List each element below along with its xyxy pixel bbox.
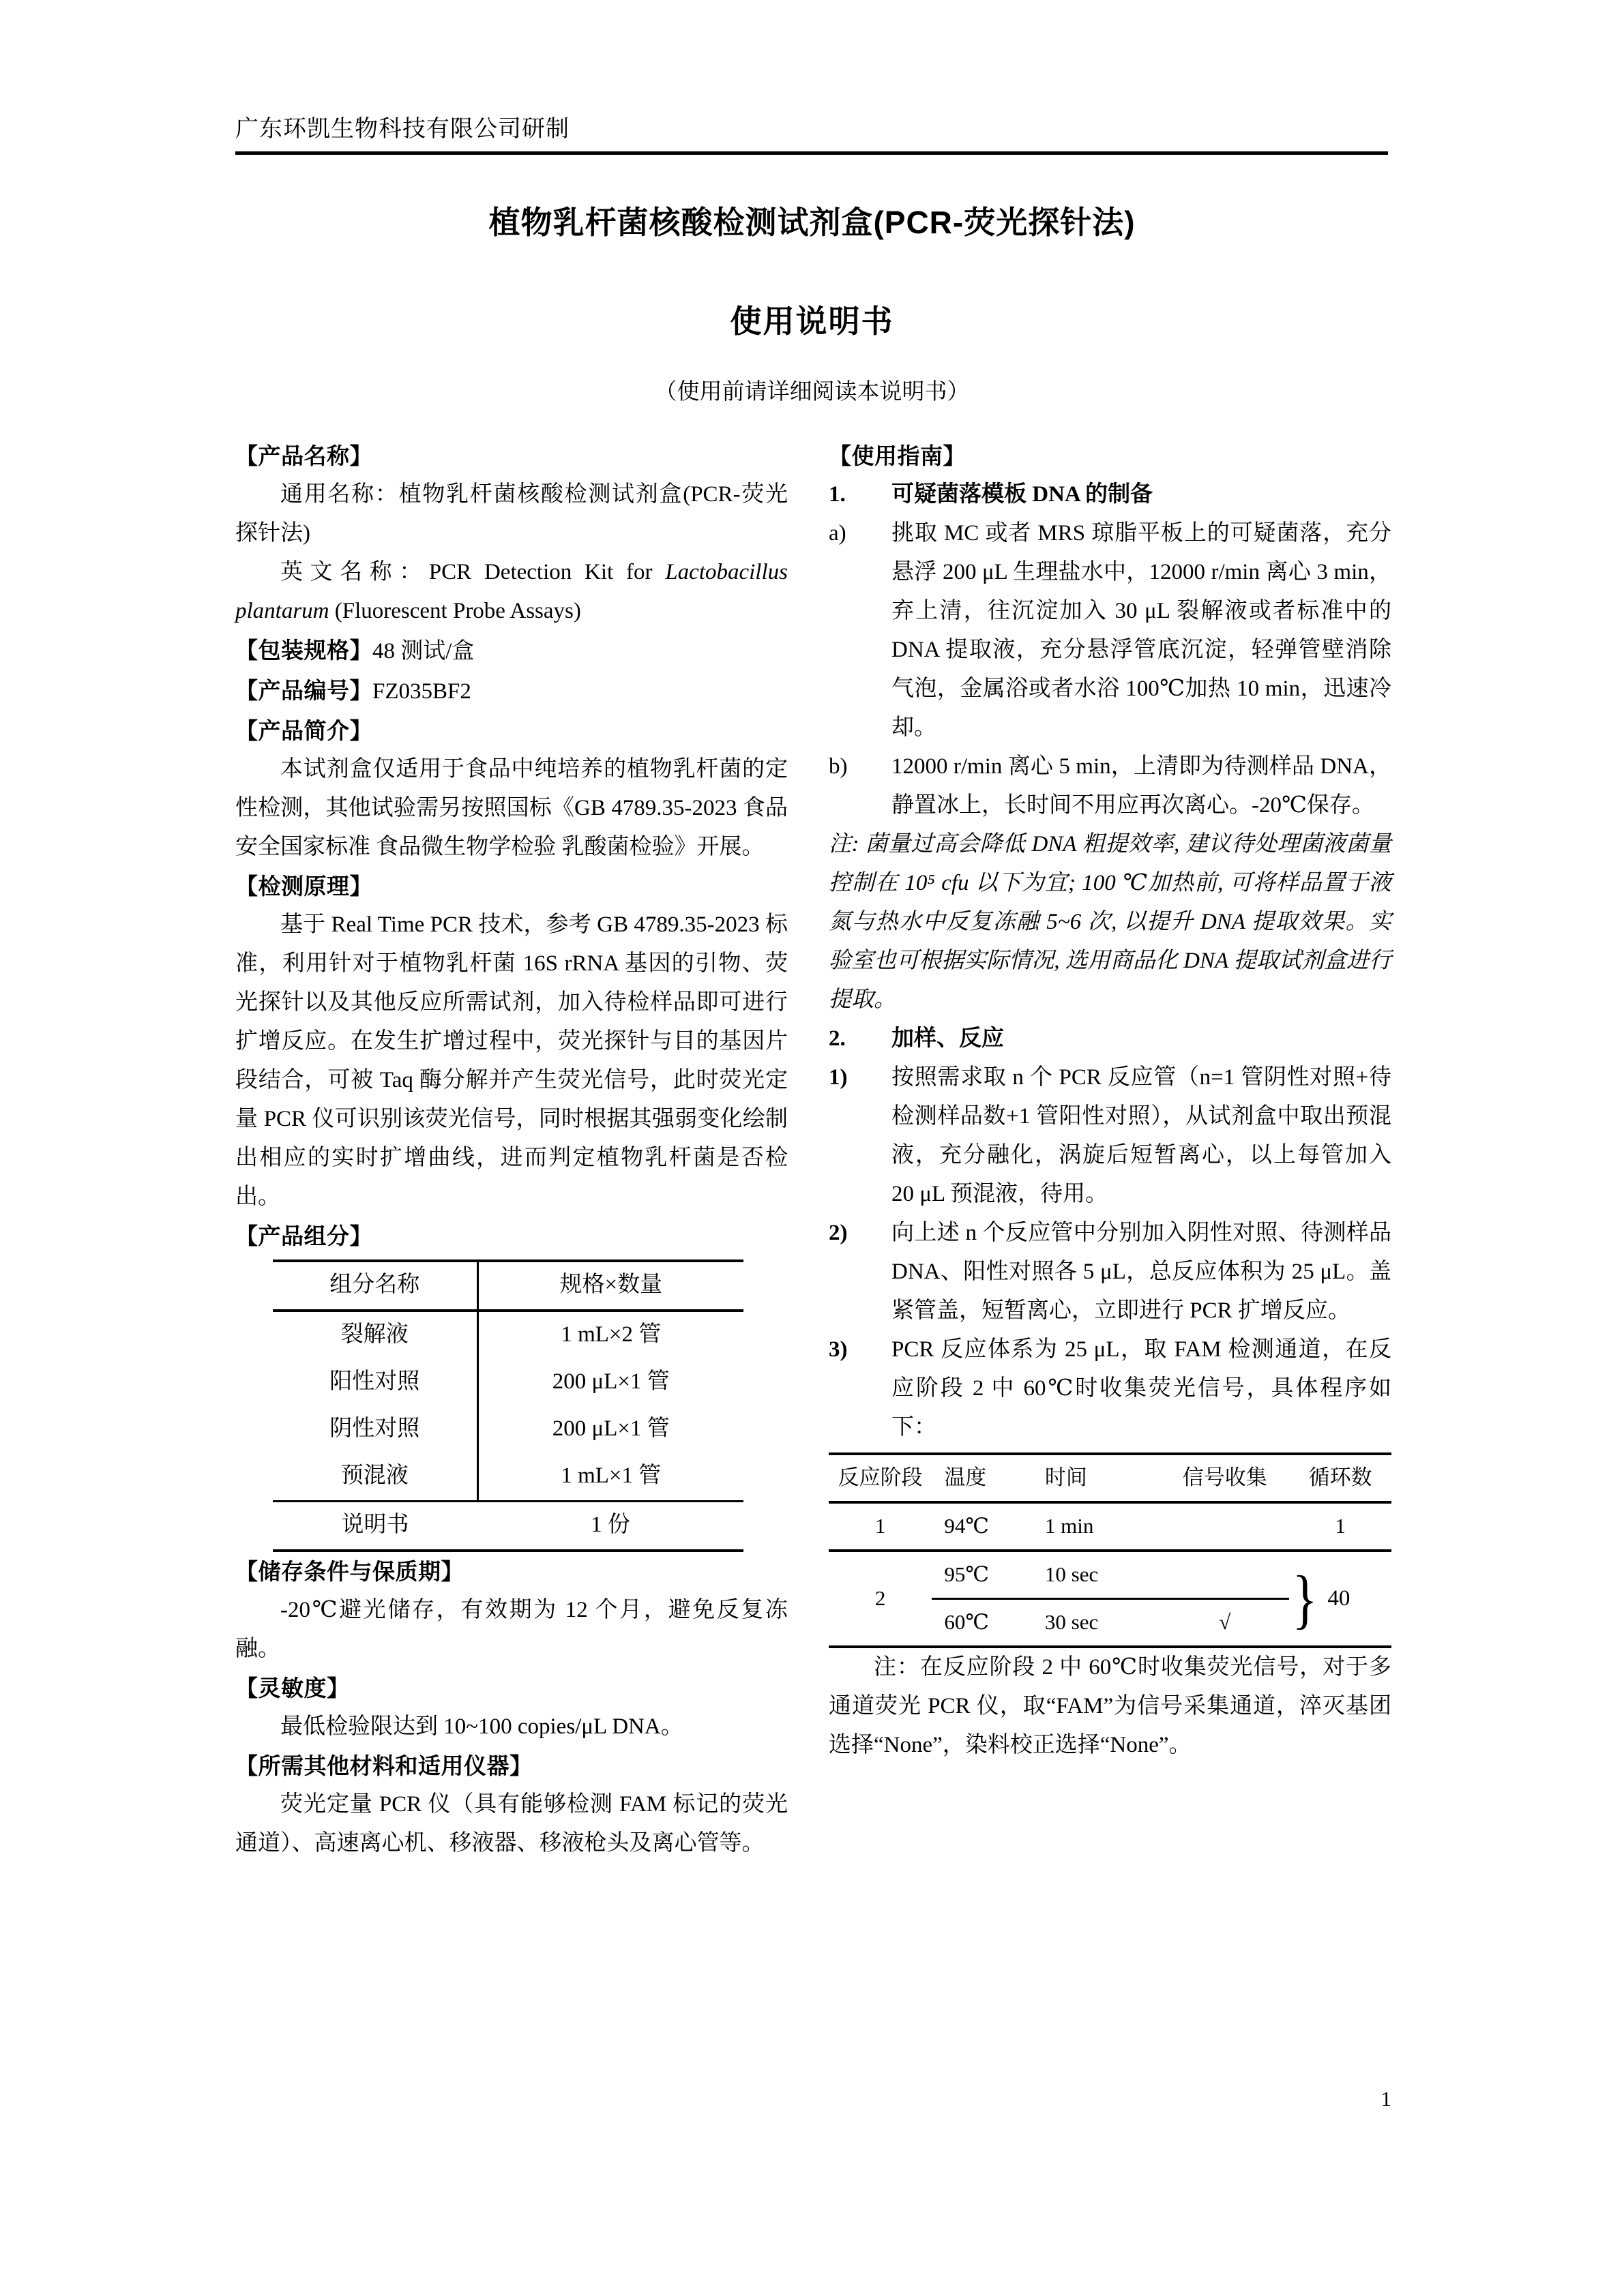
dna-prep-note: 注: 菌量过高会降低 DNA 粗提效率, 建议待处理菌液菌量控制在 10⁵ cfu 以下为宜; 100 ℃加热前, 可将样品置于液氮与热水中反复冻融 5~6 次, 以提升 DNA 提取效果。实验室也可根据实际情况, 选用商品化 DNA 提取试剂盒进行提取。 — [829, 832, 1391, 1012]
cell-spec-qty: 200 μL×1 管 — [552, 1416, 670, 1441]
section-product-code — [235, 671, 788, 711]
pcr-cell-time: 10 sec — [1039, 1551, 1160, 1599]
pcr-cell-time: 30 sec — [1039, 1599, 1160, 1648]
pcr-program-table — [829, 1452, 1391, 1648]
step-1b — [829, 747, 1391, 825]
principle-text: 基于 Real Time PCR 技术，参考 GB 4789.35-2023 标准，利用针对于植物乳杆菌 16S rRNA 基因的引物、荧光探针以及其他反应所需试剂，加入待检样品即可进行扩增反应。在发生扩增过程中，荧光探针与目的基因片段结合，可被 Taq 酶分解并产生荧光信号，此时荧光定量 PCR 仪可识别该荧光信号，同时根据其强弱变化绘制出相应的实时扩增曲线，进而判定植物乳杆菌是否检出。 — [235, 912, 788, 1209]
page-subtitle: 使用说明书 — [730, 303, 894, 339]
step-2-title: 加样、反应 — [891, 1026, 1004, 1051]
step-2-1-text: 按照需求取 n 个 PCR 反应管（n=1 管阴性对照+待检测样品数+1 管阳性对照），从试剂盒中取出预混液，充分融化，涡旋后短暂离心，以上每管加入 20 μL 预混液，待用。 — [891, 1065, 1391, 1206]
package-spec-value: 48 测试/盒 — [372, 639, 475, 664]
step-2-2-text: 向上述 n 个反应管中分别加入阴性对照、待测样品 DNA、阳性对照各 5 μL，总反应体积为 25 μL。盖紧管盖，短暂离心，立即进行 PCR 扩增反应。 — [891, 1221, 1391, 1323]
pcr-col-header-stage: 反应阶段 — [829, 1454, 932, 1502]
section-product-name-heading: 【产品名称】 — [235, 443, 372, 468]
table-row — [273, 1311, 743, 1359]
step-1a-text: 挑取 MC 或者 MRS 琼脂平板上的可疑菌落，充分悬浮 200 μL 生理盐水中，12000 r/min 离心 3 min，弃上清，往沉淀加入 30 μL 裂解液或者标准中的DNA 提取液，充分悬浮管底沉淀，轻弹管壁消除气泡，金属浴或者水浴 100℃加热 10 min，迅速冷却。 — [891, 521, 1391, 740]
step-2-3 — [829, 1330, 1391, 1447]
step-1a-number: a) — [829, 521, 846, 546]
table-header-row — [273, 1261, 743, 1311]
pcr-col-header-cycles: 循环数 — [1289, 1454, 1391, 1502]
header-divider — [235, 151, 1388, 155]
section-usage-guide-heading: 【使用指南】 — [829, 443, 966, 468]
sensitivity-text: 最低检验限达到 10~100 copies/μL DNA。 — [280, 1714, 683, 1739]
cell-component-name: 阴性对照 — [273, 1406, 477, 1453]
cell-component-name: 裂解液 — [273, 1311, 477, 1359]
product-english-name — [235, 553, 788, 631]
pcr-col-header-time: 时间 — [1039, 1454, 1160, 1502]
pcr-header-row — [829, 1454, 1391, 1502]
pcr-cell-cycles: 40 — [1327, 1585, 1350, 1611]
table-footer-row — [273, 1502, 743, 1551]
pcr-cell-time: 1 min — [1039, 1502, 1160, 1551]
document-header — [235, 117, 1388, 140]
cell-component-name: 说明书 — [273, 1502, 477, 1551]
step-1b-text: 12000 r/min 离心 5 min，上清即为待测样品 DNA，静置冰上，长时间不用应再次离心。-20℃保存。 — [891, 754, 1391, 818]
product-code-heading: 【产品编号】 — [235, 678, 372, 703]
pcr-cycles-brace-group — [1289, 1551, 1391, 1647]
english-name-tail: (Fluorescent Probe Assays) — [329, 599, 581, 623]
pcr-col-header-signal: 信号收集 — [1160, 1454, 1289, 1502]
other-materials-text: 荧光定量 PCR 仪（具有能够检测 FAM 标记的荧光通道）、高速离心机、移液器、移液枪头及离心管等。 — [235, 1792, 788, 1855]
step-2-2 — [829, 1214, 1391, 1330]
step-1 — [829, 475, 1391, 514]
pcr-cell-stage: 2 — [829, 1551, 932, 1647]
cell-spec-qty: 1 份 — [477, 1502, 743, 1551]
section-product-intro-heading: 【产品简介】 — [235, 718, 372, 743]
section-sensitivity-heading: 【灵敏度】 — [235, 1675, 350, 1701]
step-1-number: 1. — [829, 482, 846, 507]
step-2-1 — [829, 1058, 1391, 1214]
step-1a — [829, 514, 1391, 747]
cell-spec-qty: 1 mL×1 管 — [561, 1463, 662, 1488]
cell-spec-qty: 200 μL×1 管 — [552, 1369, 670, 1394]
pcr-cell-cycles: 1 — [1289, 1502, 1391, 1551]
cell-component-name: 阳性对照 — [273, 1359, 477, 1406]
pcr-cell-signal — [1160, 1551, 1289, 1599]
pcr-row-stage1 — [829, 1502, 1391, 1551]
pcr-cell-temperature: 95℃ — [932, 1551, 1039, 1599]
page-number: 1 — [1381, 2087, 1391, 2111]
section-other-materials-heading: 【所需其他材料和适用仪器】 — [235, 1753, 533, 1778]
curly-brace-icon: } — [1292, 1562, 1318, 1635]
section-package-spec — [235, 631, 788, 671]
section-components-heading: 【产品组分】 — [235, 1223, 372, 1249]
step-1b-number: b) — [829, 754, 848, 779]
pcr-row-stage2-sub1 — [829, 1551, 1391, 1599]
pcr-col-header-temperature: 温度 — [932, 1454, 1039, 1502]
step-2-2-number: 2) — [829, 1221, 848, 1245]
product-code-value: FZ035BF2 — [372, 679, 471, 704]
storage-text: -20℃避光储存，有效期为 12 个月，避免反复冻融。 — [235, 1598, 788, 1661]
species-name: Lactobacillus plantarum — [235, 560, 788, 623]
right-column — [829, 436, 1391, 1765]
pcr-cell-temperature: 94℃ — [932, 1502, 1039, 1551]
pcr-program-note: 注：在反应阶段 2 中 60℃时收集荧光信号，对于多通道荧光 PCR 仪，取“FAM”为信号采集通道，淬灭基团选择“None”，染料校正选择“None”。 — [829, 1655, 1391, 1757]
step-2-3-text: PCR 反应体系为 25 μL，取 FAM 检测通道，在反应阶段 2 中 60℃时收集荧光信号，具体程序如下： — [891, 1337, 1391, 1440]
left-column — [235, 436, 788, 1863]
product-intro-text: 本试剂盒仅适用于食品中纯培养的植物乳杆菌的定性检测，其他试验需另按照国标《GB 4789.35-2023 食品安全国家标准 食品微生物学检验 乳酸菌检验》开展。 — [235, 757, 788, 859]
pcr-cell-signal — [1160, 1502, 1289, 1551]
col-header-component-name: 组分名称 — [273, 1261, 477, 1311]
step-1-title: 可疑菌落模板 DNA 的制备 — [891, 482, 1153, 507]
section-principle-heading: 【检测原理】 — [235, 874, 372, 899]
product-generic-name: 通用名称：植物乳杆菌核酸检测试剂盒(PCR-荧光探针法) — [235, 482, 788, 546]
package-spec-heading: 【包装规格】 — [235, 638, 372, 663]
step-2-3-number: 3) — [829, 1337, 848, 1362]
page-title: 植物乳杆菌核酸检测试剂盒(PCR-荧光探针法) — [488, 205, 1136, 240]
step-2-number: 2. — [829, 1026, 846, 1051]
component-table — [273, 1259, 743, 1552]
cell-spec-qty: 1 mL×2 管 — [561, 1322, 662, 1347]
pcr-cell-signal: √ — [1160, 1599, 1289, 1648]
table-row — [273, 1359, 743, 1406]
company-name: 广东环凯生物科技有限公司研制 — [235, 116, 570, 142]
step-2 — [829, 1019, 1391, 1058]
page-title-note: （使用前请详细阅读本说明书） — [654, 380, 970, 404]
english-name-label: 英文名称：PCR Detection Kit for — [280, 560, 666, 584]
table-row — [273, 1406, 743, 1453]
col-header-spec-qty: 规格×数量 — [477, 1261, 743, 1311]
step-2-1-number: 1) — [829, 1065, 848, 1090]
table-row — [273, 1453, 743, 1502]
cell-component-name: 预混液 — [273, 1453, 477, 1502]
pcr-cell-temperature: 60℃ — [932, 1599, 1039, 1648]
section-storage-heading: 【储存条件与保质期】 — [235, 1559, 464, 1584]
pcr-cell-stage: 1 — [829, 1502, 932, 1551]
